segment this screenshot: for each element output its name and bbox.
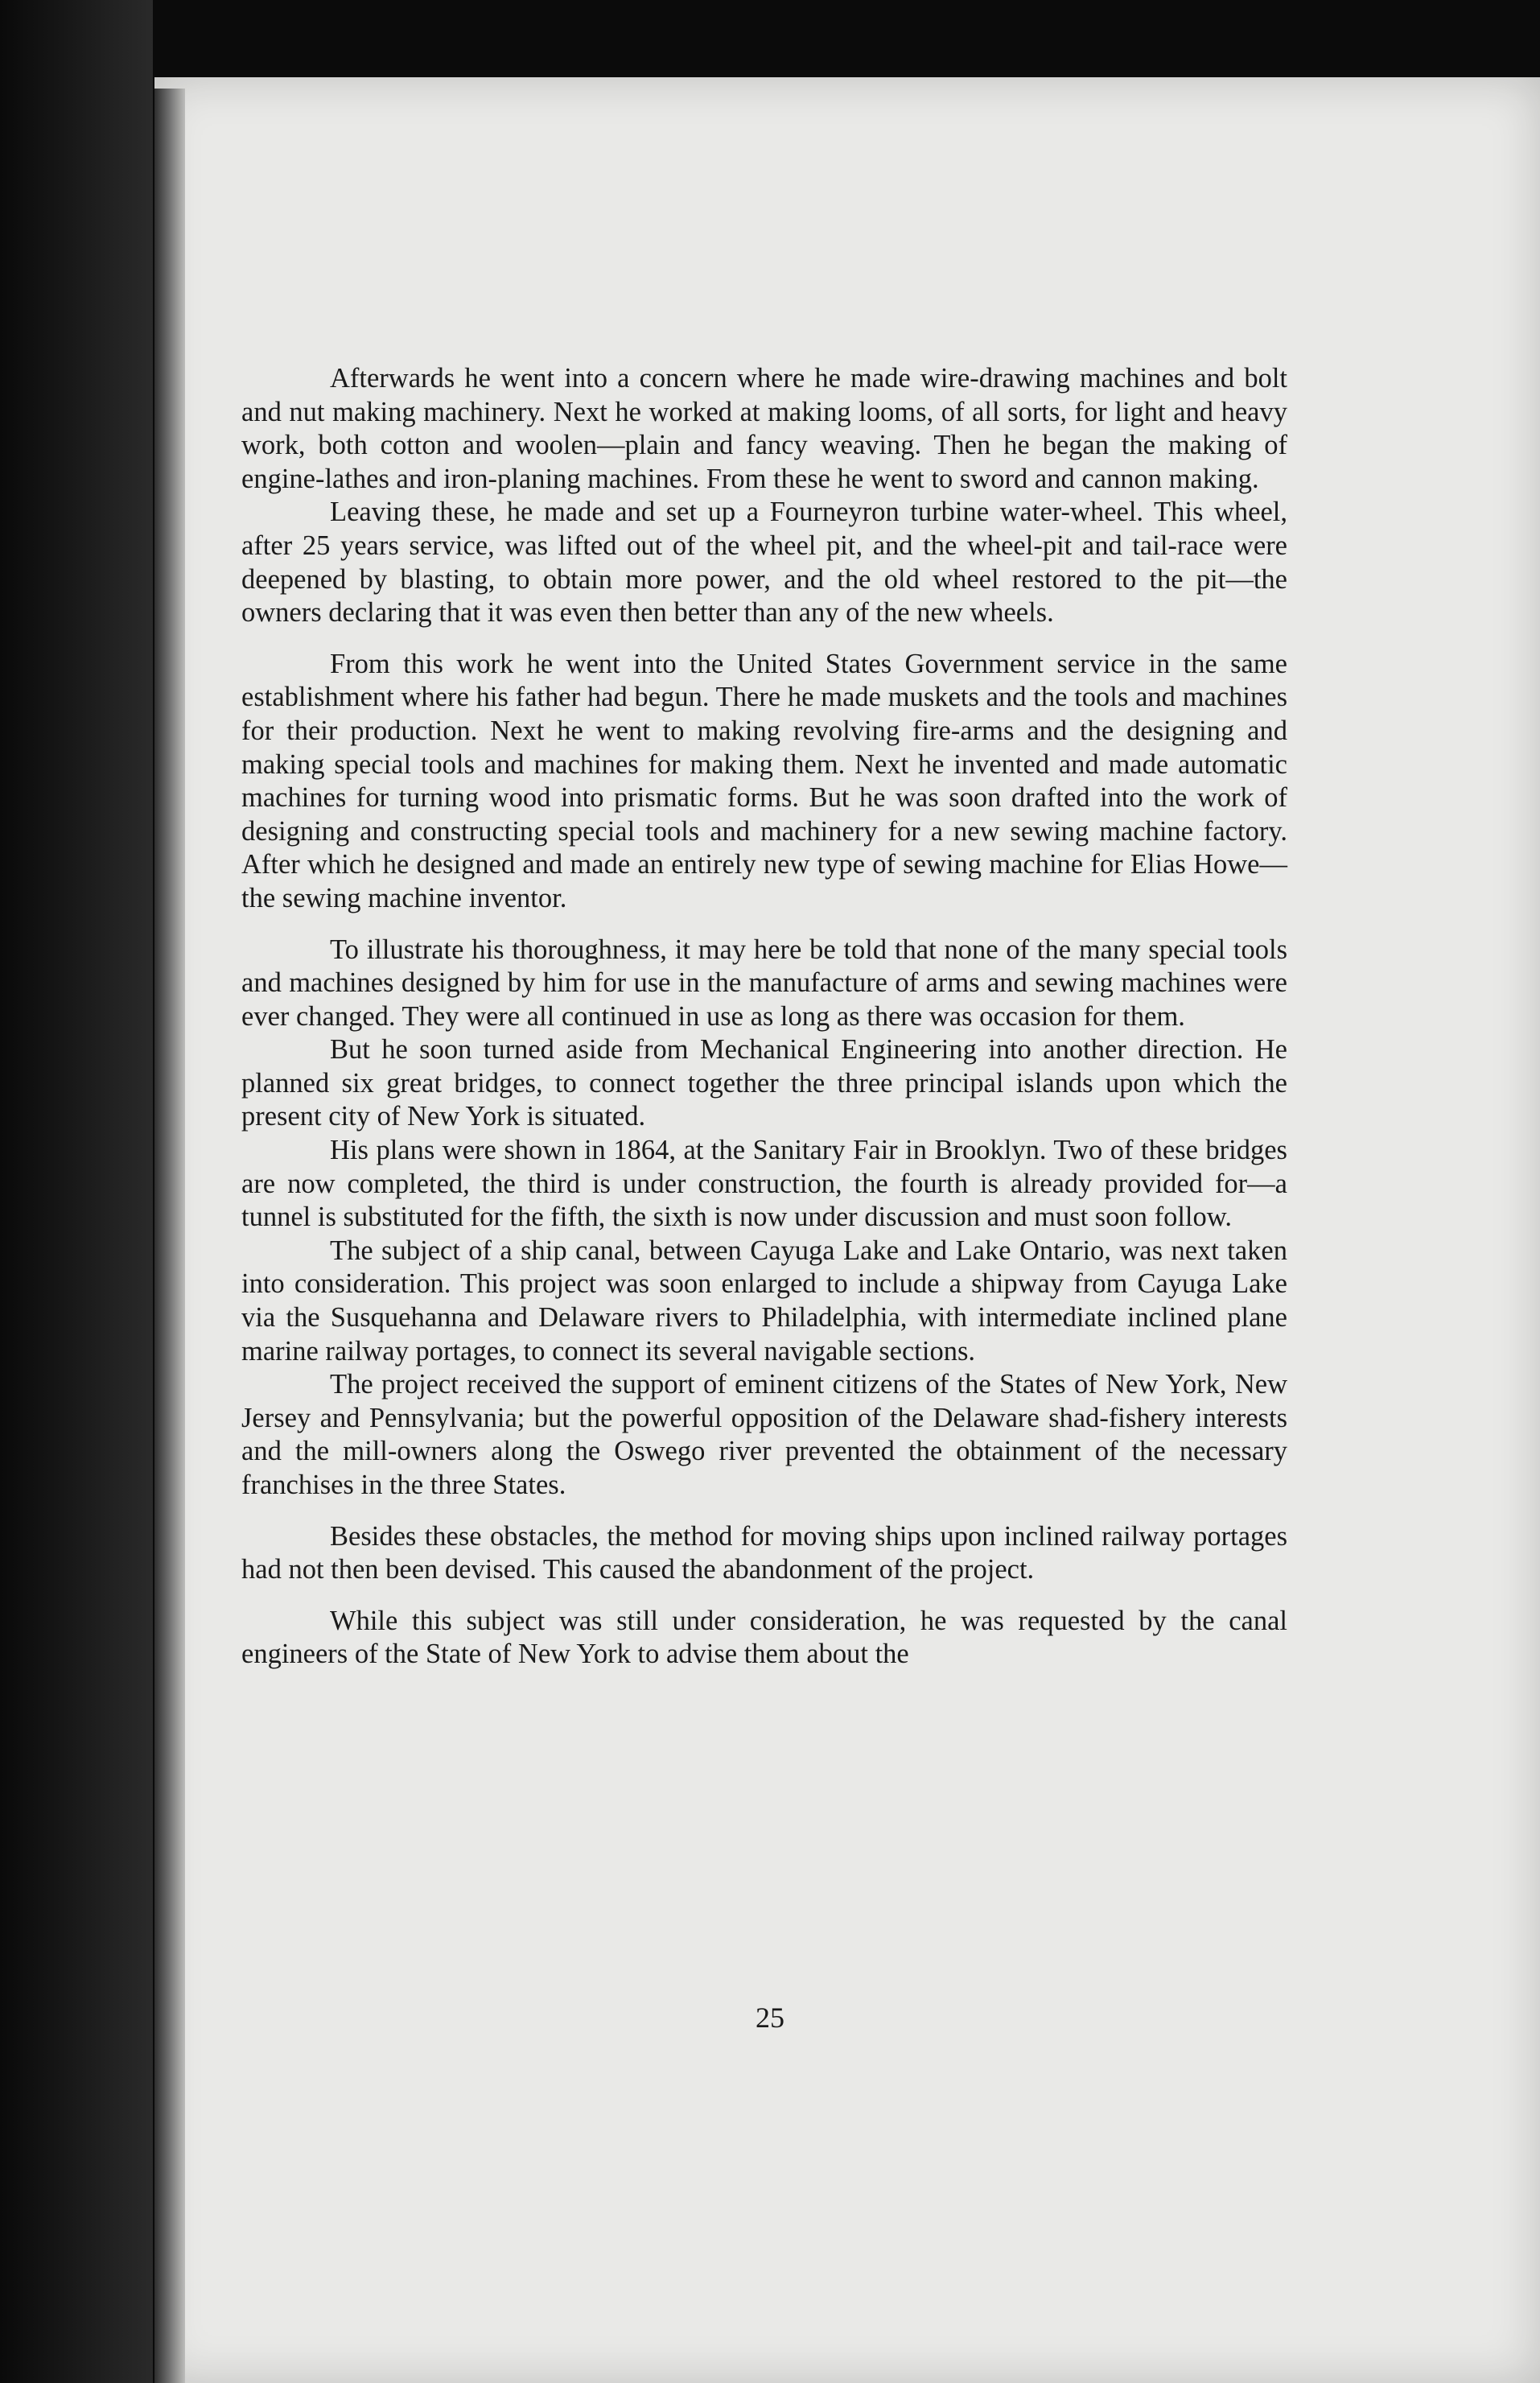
paragraph: The project received the support of eminent citizens of the States of New York, New Jersey and Pennsylvania; but the powerful opposition of the Delaware shad-fishery interests and the mill-owners along the Oswego river prevented the obtainment of the necessary franchises in the three States. (241, 1369, 1287, 1500)
paragraph: To illustrate his thoroughness, it may here be told that none of the many special tools and machines designed by him for use in the manufacture of arms and sewing machines were ever changed. They were all continued in use as long as there was occasion for them. (241, 934, 1287, 1032)
paragraph: The subject of a ship canal, between Cayuga Lake and Lake Ontario, was next taken into consideration. This project was soon enlarged to include a shipway from Cayuga Lake via the Susquehanna and Delaware rivers to Philadelphia, with intermediate inclined plane marine railway portages, to connect its several navigable sections. (241, 1235, 1287, 1367)
paragraph: From this work he went into the United States Government service in the same establishment where his father had begun. There he made muskets and the tools and machines for their production. Next he went to making revolving fire-arms and the designing and making special tools and machines for making them. Next he invented and made automatic machines for turning wood into prismatic forms. But he was soon drafted into the work of designing and constructing special tools and machinery for a new sewing machine factory. After which he designed and made an entirely new type of sewing machine for Elias Howe—the sewing machine inventor. (241, 648, 1287, 913)
page-number: 25 (756, 2002, 784, 2034)
paragraph: While this subject was still under consideration, he was requested by the canal engineers of the State of New York to advise them about the (241, 1605, 1287, 1670)
page-gutter-shadow (154, 89, 185, 2383)
paragraph: But he soon turned aside from Mechanical Engineering into another direction. He planned six great bridges, to connect together the three principal islands upon which the present city of New York is situated. (241, 1034, 1287, 1132)
paragraph: His plans were shown in 1864, at the Sanitary Fair in Brooklyn. Two of these bridges are now completed, the third is under construction, the fourth is already provided for—a tunnel is substituted for the fifth, the sixth is now under discussion and must soon follow. (241, 1135, 1287, 1233)
paragraph: Besides these obstacles, the method for moving ships upon inclined railway portages had not then been devised. This caused the abandonment of the project. (241, 1520, 1287, 1585)
paragraph: Leaving these, he made and set up a Fourneyron turbine water-wheel. This wheel, after 25 years service, was lifted out of the wheel pit, and the wheel-pit and tail-race were deepened by blasting, to obtain more power, and the old wheel restored to the pit—the owners declaring that it was even then better than any of the new wheels. (241, 497, 1287, 629)
paragraph: Afterwards he went into a concern where he made wire-drawing machines and bolt and nut making machinery. Next he worked at making looms, of all sorts, for light and heavy work, both cotton and woolen—plain and fancy weaving. Then he began the making of engine-lathes and iron-planing machines. From these he went to sword and cannon making. (241, 363, 1287, 494)
body-text (241, 362, 1287, 1672)
